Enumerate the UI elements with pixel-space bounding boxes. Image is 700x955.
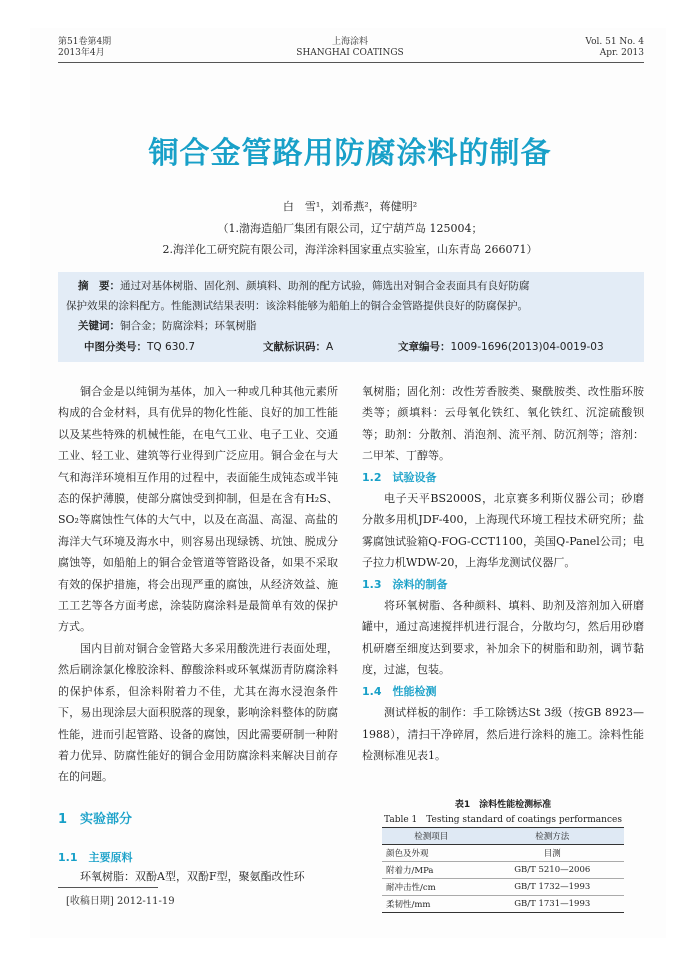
- preparation-paragraph: 将环氧树脂、各种颜料、填料、助剂及溶剂加入研磨罐中，通过高速搅拌机进行混合，分散均匀，然后用砂磨机研磨至细度达到要求，补加余下的树脂和助剂，调节黏度，过滤，包装。: [362, 599, 644, 677]
- keywords: 铜合金；防腐涂料；环氧树脂: [120, 320, 257, 332]
- clc-line: [84, 339, 195, 354]
- article-number: 1009-1696(2013)04-0019-03: [450, 341, 604, 353]
- abstract-text-2: 保护效果的涂料配方。性能测试结果表明：该涂料能够为船舶上的铜合金管路提供良好的防腐保护。: [66, 300, 528, 312]
- keywords-label: 关键词：: [78, 320, 120, 332]
- date-en: Apr. 2013: [599, 48, 644, 58]
- equipment-paragraph: 电子天平BS2000S，北京赛多利斯仪器公司；砂磨分散多用机JDF-400，上海现代环境工程技术研究所；盐雾腐蚀试验箱Q-FOG-CCT1100，美国Q-Panel公司；电子拉力机WDW-20，上海华龙测试仪器厂。: [362, 492, 644, 570]
- table-cell: GB/T 1731—1993: [480, 896, 624, 913]
- table-cell: 柔韧性/mm: [382, 896, 480, 913]
- table-row: [382, 879, 624, 896]
- table-cell: 目测: [480, 845, 624, 862]
- affiliation-1: （1.渤海造船厂集团有限公司，辽宁葫芦岛 125004；: [217, 222, 483, 235]
- authors: 白 雪¹，刘希燕²，蒋健明²: [282, 200, 418, 213]
- testing-paragraph: 测试样板的制作：手工除锈达St 3级（按GB 8923—1988），清扫干净碎屑，然后进行涂料的施工。涂料性能检测标准见表1。: [362, 706, 644, 762]
- table-row: [382, 896, 624, 913]
- section-1-2-heading: 1.2 试验设备: [362, 470, 437, 484]
- section-1-4-heading: 1.4 性能检测: [362, 684, 437, 698]
- materials-paragraph: [58, 866, 338, 887]
- section-1-3-heading: 1.3 涂料的制备: [362, 577, 448, 591]
- table-caption-en: Table 1 Testing standard of coatings performances: [384, 815, 622, 825]
- volume-issue: 第51卷第4期: [58, 37, 112, 47]
- table-header-method: 检测方法: [480, 828, 624, 845]
- right-column: [362, 381, 644, 766]
- table-row: [382, 862, 624, 879]
- materials-text: 环氧树脂：双酚A型，双酚F型，聚氨酯改性环: [80, 870, 305, 883]
- article-number-line: [398, 339, 604, 354]
- table-row: [382, 845, 624, 862]
- table-header-row: [382, 828, 624, 845]
- doc-code-label: 文献标识码：: [263, 341, 326, 353]
- issue-date-cn: 2013年4月: [58, 48, 105, 58]
- journal-name-cn: 上海涂料: [331, 37, 368, 47]
- journal-volume-en: [585, 37, 644, 59]
- testing-standard-table: [382, 827, 624, 913]
- keywords-line: [78, 318, 257, 333]
- affiliation-2: 2.海洋化工研究院有限公司，海洋涂料国家重点实验室，山东青岛 266071）: [162, 243, 538, 256]
- abstract-line-1: [78, 278, 530, 293]
- intro-paragraph-1: 铜合金是以纯铜为基体，加入一种或几种其他元素所构成的合金材料，具有优异的物化性能、良好的加工性能以及某些特殊的机械性能，在电气工业、电子工业、交通工业、轻工业、建筑等行业得到广泛应用。铜合金在与大气和海洋环境相互作用的过程中，表面能生成钝态或半钝态的保护薄膜，使部分腐蚀受到抑制，但是在含有H₂S、SO₂等腐蚀性气体的大气中，以及在高温、高湿、高盐的海洋大气环境及海水中，则容易出现绿锈、坑蚀、脱成分腐蚀等，如船舶上的铜合金管道等管路设备，如果不采取有效的保护措施，将会出现严重的腐蚀，从经济效益、施工工艺等各方面考虑，涂装防腐涂料是最简单有效的保护方式。: [58, 385, 338, 634]
- journal-name-en: SHANGHAI COATINGS: [296, 48, 404, 58]
- table-cell: 耐冲击性/cm: [382, 879, 480, 896]
- received-date: [收稿日期] 2012-11-19: [66, 896, 175, 907]
- materials-continued: 氧树脂；固化剂：改性芳香胺类、聚酰胺类、改性脂环胺类等；颜填料：云母氧化铁红、氧化铁红、沉淀硫酸钡等；助剂：分散剂、消泡剂、流平剂、防沉剂等；溶剂：二甲苯、丁醇等。: [362, 385, 644, 463]
- section-1-1-heading: 1.1 主要原料: [58, 851, 133, 864]
- left-column: [58, 381, 338, 788]
- clc-label: 中图分类号：: [84, 341, 147, 353]
- abstract-text-1: 通过对基体树脂、固化剂、颜填料、助剂的配方试验，筛选出对铜合金表面具有良好防腐: [120, 280, 530, 292]
- table-cell: 附着力/MPa: [382, 862, 480, 879]
- table-cell: GB/T 5210—2006: [480, 862, 624, 879]
- abstract-label: 摘 要：: [78, 280, 120, 292]
- paper-title: 铜合金管路用防腐涂料的制备: [148, 136, 552, 171]
- clc-code: TQ 630.7: [147, 341, 196, 353]
- section-1-heading: 1 实验部分: [58, 812, 133, 827]
- doc-code-line: [263, 339, 333, 354]
- article-number-label: 文章编号：: [398, 341, 451, 353]
- table-header-item: 检测项目: [382, 828, 480, 845]
- footnote-rule: [58, 887, 158, 888]
- intro-paragraph-2: 国内目前对铜合金管路大多采用酸洗进行表面处理，然后刷涂氯化橡胶涂料、醇酸涂料或环氧煤沥青防腐涂料的保护体系，但涂料附着力不佳，尤其在海水浸泡条件下，易出现涂层大面积脱落的现象，影响涂料整体的防腐性能，进而引起管路、设备的腐蚀，因此需要研制一种附着力优异、防腐性能好的铜合金用防腐涂料来解决目前存在的问题。: [58, 641, 338, 784]
- volume-en: Vol. 51 No. 4: [585, 37, 644, 47]
- table-caption-cn: 表1 涂料性能检测标准: [454, 800, 552, 810]
- table-cell: GB/T 1732—1993: [480, 879, 624, 896]
- header-rule: [58, 62, 644, 63]
- doc-code: A: [326, 341, 334, 353]
- table-cell: 颜色及外观: [382, 845, 480, 862]
